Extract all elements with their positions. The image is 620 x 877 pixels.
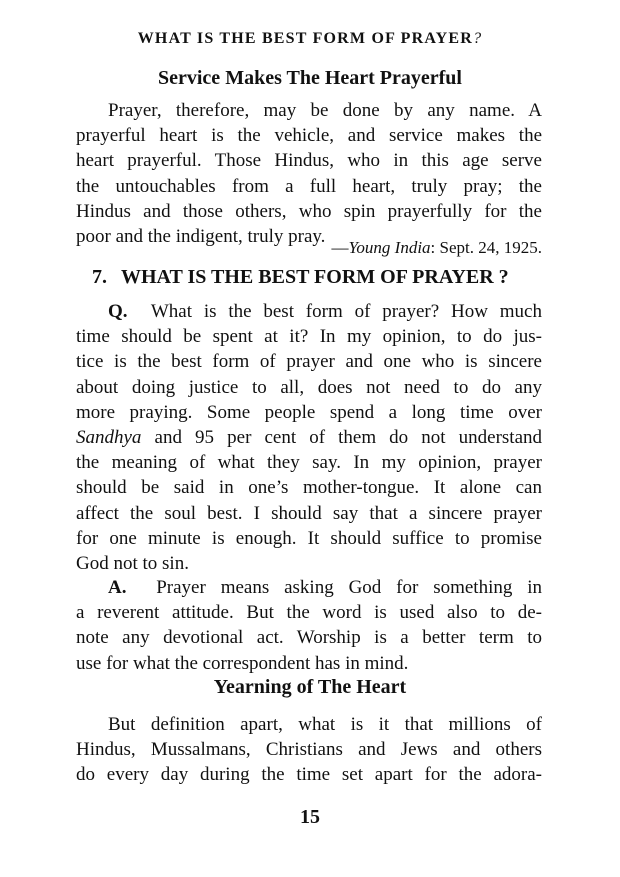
- paragraph-line: more praying. Some people spend a long time over: [76, 401, 542, 423]
- paragraph-line: [76, 299, 542, 324]
- section-number: 7.: [92, 266, 107, 288]
- paragraph-line: heart prayerful. Those Hindus, who in this age serve: [76, 150, 542, 172]
- running-head-text: WHAT IS THE BEST FORM OF PRAYER: [137, 30, 474, 47]
- paragraph-line: prayerful heart is the vehicle, and service makes the: [76, 125, 542, 147]
- paragraph-line: God not to sin.: [76, 552, 189, 574]
- paragraph-line: the untouchables from a full heart, truly pray; the: [76, 175, 542, 197]
- paragraph-line: time should be spent at it? In my opinion, to do jus-: [76, 326, 542, 348]
- paragraph-line: [76, 425, 542, 450]
- question-text: and 95 per cent of them do not understand: [154, 426, 542, 448]
- question-text: What is the best form of prayer? How much: [150, 301, 542, 322]
- paragraph-line: [76, 575, 542, 600]
- paragraph-line: poor and the indigent, truly pray.: [76, 225, 326, 247]
- source-dash: —: [331, 238, 349, 257]
- paragraph-line: Hindus and those others, who spin prayerfully for the: [76, 200, 542, 222]
- paragraph-line: a reverent attitude. But the word is used also to de-: [76, 602, 542, 624]
- paragraph-line: affect the soul best. I should say that a sincere prayer: [76, 502, 542, 524]
- paragraph-line: Prayer, therefore, may be done by any name. A: [108, 100, 542, 121]
- paragraph-line: But definition apart, what is it that millions of: [108, 714, 542, 735]
- paragraph-service: [76, 98, 542, 249]
- answer-label: A.: [108, 577, 127, 598]
- running-head: [0, 30, 620, 48]
- section-heading-service: Service Makes The Heart Prayerful: [158, 67, 462, 89]
- paragraph-line: should be said in one’s mother-tongue. It alone can: [76, 477, 542, 499]
- running-head-qmark: ?: [473, 30, 483, 47]
- paragraph-answer: [76, 575, 542, 676]
- paragraph-line: tice is the best form of prayer and one who is sincere: [76, 351, 542, 373]
- paragraph-line: do every day during the time set apart for the adora-: [76, 764, 542, 786]
- section-title: WHAT IS THE BEST FORM OF PRAYER ?: [121, 266, 509, 288]
- section-heading-yearning: Yearning of The Heart: [213, 676, 407, 698]
- paragraph-question: [76, 299, 542, 576]
- page-number: 15: [300, 806, 320, 828]
- paragraph-yearning: [76, 712, 542, 788]
- answer-text: Prayer means asking God for something in: [156, 577, 542, 598]
- source-date: : Sept. 24, 1925.: [430, 238, 542, 257]
- source-citation: [332, 238, 542, 258]
- section-heading-best-form: [92, 266, 509, 289]
- paragraph-line: note any devotional act. Worship is a better term to: [76, 627, 542, 649]
- source-title: Young India: [348, 238, 431, 257]
- paragraph-line: the meaning of what they say. In my opinion, prayer: [76, 452, 542, 474]
- paragraph-line: about doing justice to all, does not need to do any: [76, 376, 542, 398]
- paragraph-line: Hindus, Mussalmans, Christians and Jews and others: [76, 739, 542, 761]
- paragraph-line: for one minute is enough. It should suffice to promise: [76, 527, 542, 549]
- sandhya-term: Sandhya: [76, 426, 142, 448]
- paragraph-line: use for what the correspondent has in mind.: [76, 652, 409, 674]
- question-label: Q.: [108, 301, 128, 322]
